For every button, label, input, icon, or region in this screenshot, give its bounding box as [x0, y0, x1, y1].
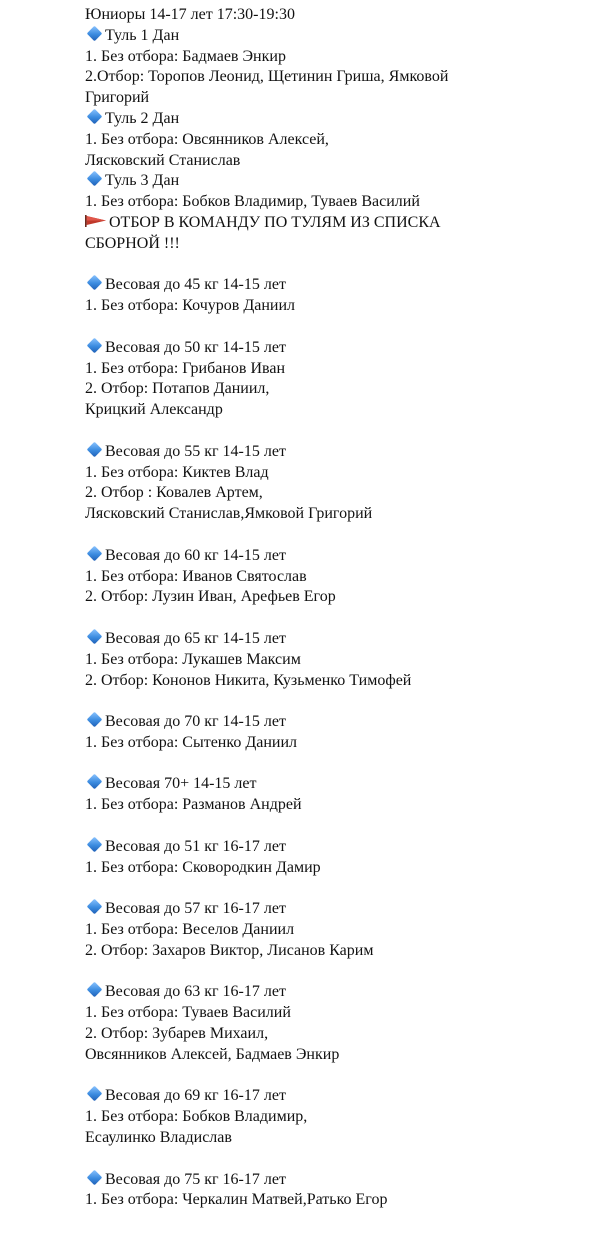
section-title-text: Весовая до 45 кг 14-15 лет: [105, 276, 286, 294]
section-spacer: [85, 1149, 585, 1170]
section-title-text: Туль 1 Дан: [105, 26, 180, 44]
section-spacer: [85, 754, 585, 775]
section-title-weight-5: [85, 629, 585, 650]
section-title-weight-8: [85, 837, 585, 858]
section-spacer: [85, 816, 585, 837]
notice-text: ОТБОР В КОМАНДУ ПО ТУЛЯМ ИЗ СПИСКА СБОРНОЙ !!!: [85, 213, 441, 252]
section-spacer: [85, 525, 585, 546]
section-title-text: Весовая до 63 кг 16-17 лет: [105, 983, 286, 1001]
entry-line: 2. Отбор : Ковалев Артем,: [85, 484, 263, 502]
entry-line: 1. Без отбора: Бобков Владимир,: [85, 1108, 308, 1126]
entry-line: 1. Без отбора: Сытенко Даниил: [85, 733, 297, 751]
red-flag-icon: [85, 215, 107, 227]
header-line: Юниоры 14-17 лет 17:30-19:30: [85, 6, 295, 23]
section-title-weight-1: [85, 275, 585, 296]
blue-diamond-icon: [87, 774, 103, 790]
section-title-text: Весовая 70+ 14-15 лет: [105, 775, 257, 793]
entry-line: 1. Без отбора: Веселов Даниил: [85, 921, 295, 939]
section-spacer: [85, 691, 585, 712]
blue-diamond-icon: [87, 1086, 103, 1102]
blue-diamond-icon: [87, 837, 103, 853]
entry-line: 1. Без отбора: Разманов Андрей: [85, 796, 302, 814]
entry-line: Лясковский Станислав,Ямковой Григорий: [85, 505, 373, 523]
section-title-text: Весовая до 75 кг 16-17 лет: [105, 1170, 286, 1188]
blue-diamond-icon: [87, 982, 103, 998]
section-title-text: Весовая до 69 кг 16-17 лет: [105, 1087, 286, 1105]
section-spacer: [85, 878, 585, 899]
entry-line: 1. Без отбора: Кочуров Даниил: [85, 297, 296, 315]
entry-line: 1. Без отбора: Иванов Святослав: [85, 567, 307, 585]
notice-line: [85, 213, 485, 255]
section-spacer: [85, 255, 585, 276]
section-title-text: Туль 3 Дан: [105, 172, 180, 190]
entry-line: 2. Отбор: Захаров Виктор, Лисанов Карим: [85, 941, 374, 959]
document-body: [85, 5, 585, 1211]
entry-line: 2.Отбор: Торопов Леонид, Щетинин Гриша, Ямковой Григорий: [85, 68, 449, 107]
section-title-weight-2: [85, 338, 585, 359]
section-spacer: [85, 962, 585, 983]
section-title-tul-3: [85, 171, 585, 192]
blue-diamond-icon: [87, 1169, 103, 1185]
section-spacer: [85, 608, 585, 629]
section-title-text: Весовая до 57 кг 16-17 лет: [105, 900, 286, 918]
section-spacer: [85, 317, 585, 338]
section-title-text: Весовая до 60 кг 14-15 лет: [105, 546, 286, 564]
blue-diamond-icon: [87, 275, 103, 291]
blue-diamond-icon: [87, 629, 103, 645]
entry-line: 2. Отбор: Потапов Даниил,: [85, 380, 270, 398]
entry-line: Есаулинко Владислав: [85, 1129, 232, 1147]
section-title-text: Туль 2 Дан: [105, 109, 180, 127]
section-title-tul-2: [85, 109, 585, 130]
section-title-text: Весовая до 55 кг 14-15 лет: [105, 442, 286, 460]
section-title-weight-9: [85, 899, 585, 920]
blue-diamond-icon: [87, 171, 103, 187]
section-spacer: [85, 1066, 585, 1087]
blue-diamond-icon: [87, 109, 103, 125]
section-title-text: Весовая до 51 кг 16-17 лет: [105, 837, 286, 855]
entry-line: 2. Отбор: Зубарев Михаил,: [85, 1025, 269, 1043]
entry-line: 1. Без отбора: Грибанов Иван: [85, 359, 285, 377]
entry-line: 1. Без отбора: Бадмаев Энкир: [85, 47, 286, 65]
entry-line: 1. Без отбора: Туваев Василий: [85, 1004, 291, 1022]
blue-diamond-icon: [87, 899, 103, 915]
entry-line: 2. Отбор: Лузин Иван, Арефьев Егор: [85, 588, 336, 606]
section-title-weight-11: [85, 1086, 585, 1107]
section-title-weight-6: [85, 712, 585, 733]
section-title-weight-4: [85, 546, 585, 567]
blue-diamond-icon: [87, 545, 103, 561]
section-spacer: [85, 421, 585, 442]
entry-line: 1. Без отбора: Сковородкин Дамир: [85, 858, 321, 876]
section-title-weight-7: [85, 774, 585, 795]
blue-diamond-icon: [87, 337, 103, 353]
section-title-text: Весовая до 65 кг 14-15 лет: [105, 629, 286, 647]
section-title-weight-3: [85, 442, 585, 463]
section-title-weight-12: [85, 1170, 585, 1191]
entry-line: Крицкий Александр: [85, 401, 223, 419]
section-title-tul-1: [85, 26, 585, 47]
weight-sections: [85, 255, 585, 1212]
entry-line: 1. Без отбора: Бобков Владимир, Туваев Василий: [85, 193, 420, 211]
blue-diamond-icon: [87, 26, 103, 42]
blue-diamond-icon: [87, 712, 103, 728]
entry-line: 1. Без отбора: Черкалин Матвей,Ратько Егор: [85, 1191, 388, 1209]
section-title-weight-10: [85, 982, 585, 1003]
section-title-text: Весовая до 50 кг 14-15 лет: [105, 338, 286, 356]
section-title-text: Весовая до 70 кг 14-15 лет: [105, 713, 286, 731]
blue-diamond-icon: [87, 441, 103, 457]
entry-line: Овсянников Алексей, Бадмаев Энкир: [85, 1045, 340, 1063]
entry-line: 2. Отбор: Кононов Никита, Кузьменко Тимофей: [85, 671, 412, 689]
entry-line: 1. Без отбора: Киктев Влад: [85, 463, 269, 481]
entry-line: Лясковский Станислав: [85, 151, 241, 169]
entry-line: 1. Без отбора: Лукашев Максим: [85, 650, 301, 668]
entry-line: 1. Без отбора: Овсянников Алексей,: [85, 130, 329, 148]
